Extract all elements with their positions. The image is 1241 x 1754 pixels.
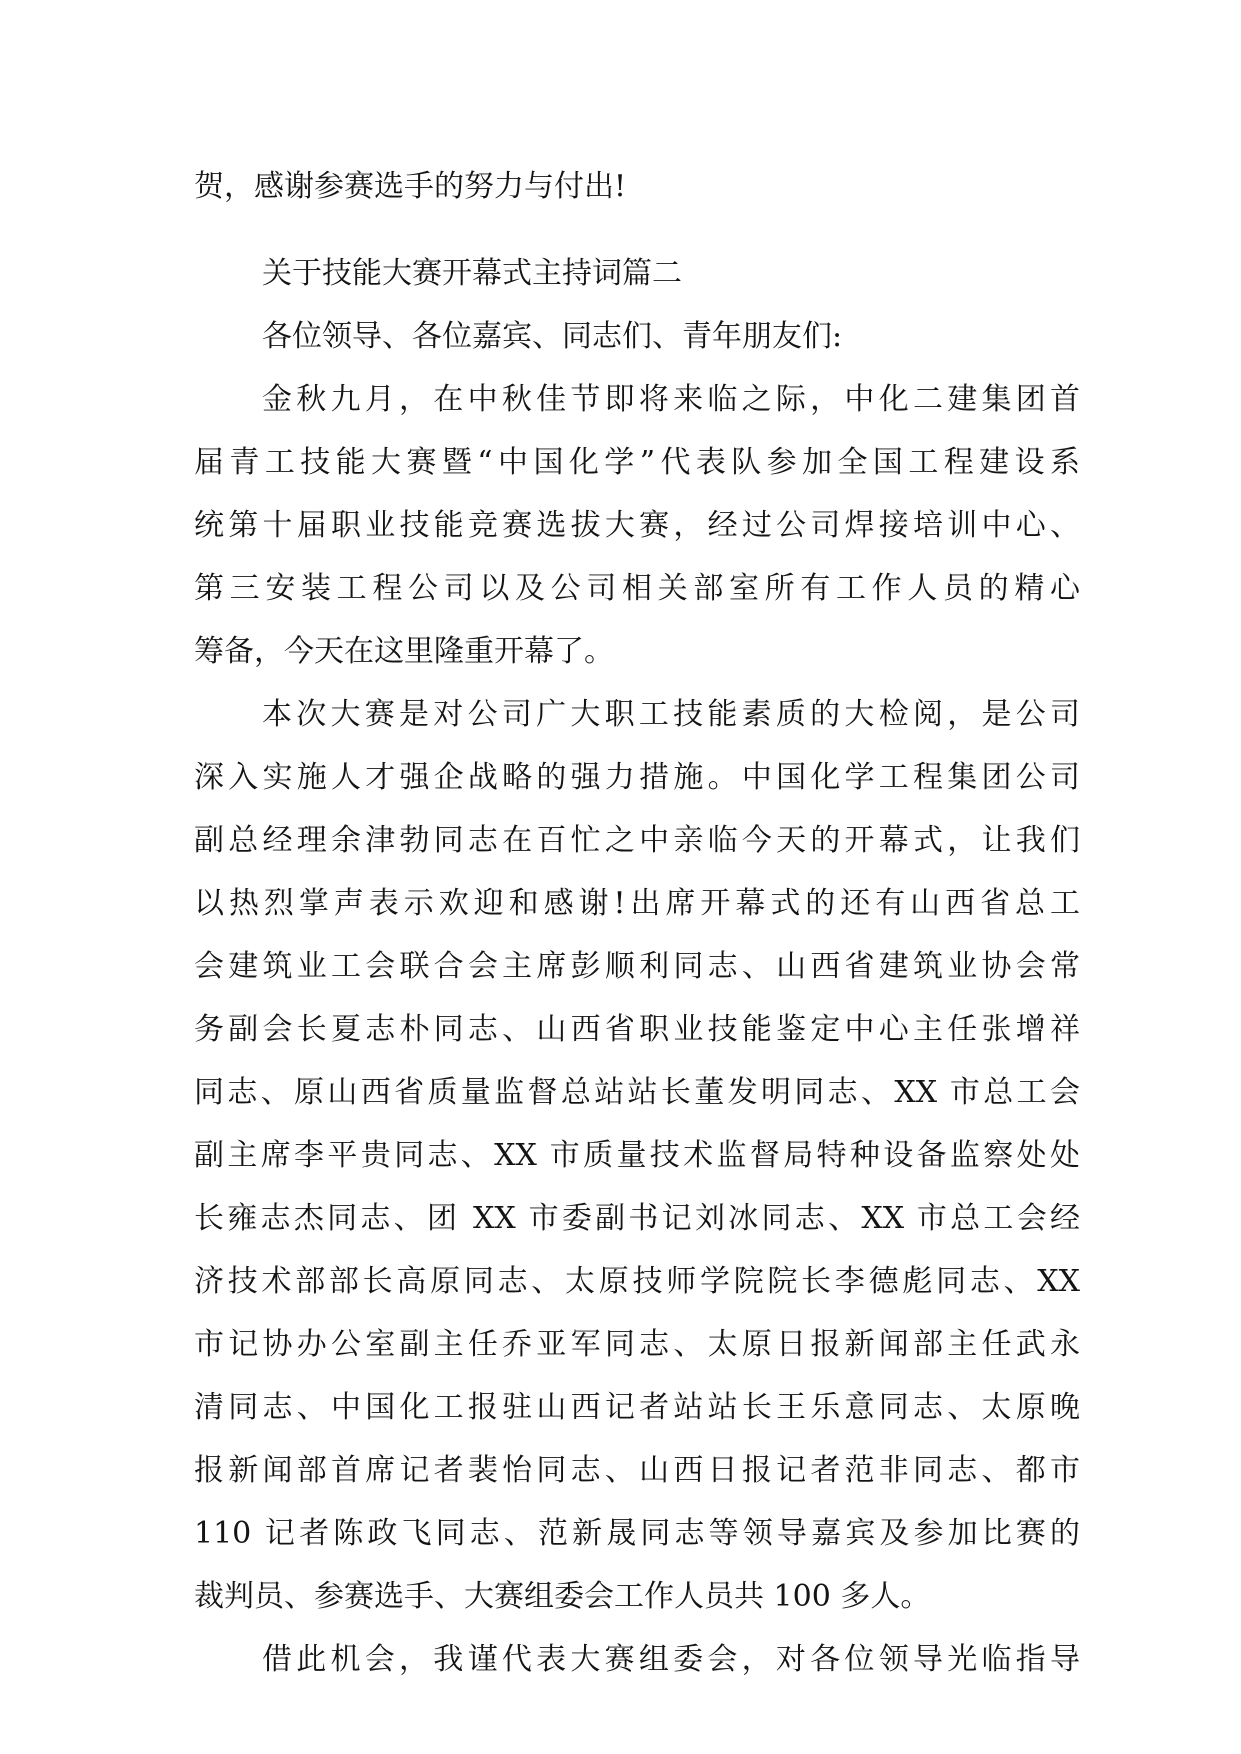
text-line: 统第十届职业技能竞赛选拔大赛，经过公司焊接培训中心、	[194, 508, 1080, 543]
text-line: 同志、原山西省质量监督总站站长董发明同志、XX 市总工会	[194, 1075, 1080, 1110]
text-line: 长雍志杰同志、团 XX 市委副书记刘冰同志、XX 市总工会经	[194, 1201, 1080, 1236]
continued-paragraph	[194, 155, 1080, 218]
text-line: 筹备，今天在这里隆重开幕了。	[194, 634, 614, 669]
text-line: 110 记者陈政飞同志、范新晟同志等领导嘉宾及参加比赛的	[194, 1516, 1080, 1551]
text-line: 贺，感谢参赛选手的努力与付出!	[194, 169, 627, 204]
text-line: 第三安装工程公司以及公司相关部室所有工作人员的精心	[194, 571, 1080, 606]
text-line: 会建筑业工会联合会主席彭顺利同志、山西省建筑业协会常	[194, 949, 1080, 984]
section-title	[194, 242, 1080, 305]
text-line: 届青工技能大赛暨“中国化学”代表队参加全国工程建设系	[194, 445, 1080, 480]
paragraph	[194, 683, 1080, 1628]
text-line: 市记协办公室副主任乔亚军同志、太原日报新闻部主任武永	[194, 1327, 1080, 1362]
text-line: 副总经理余津勃同志在百忙之中亲临今天的开幕式，让我们	[194, 823, 1080, 858]
document-page	[194, 155, 1080, 1691]
paragraph	[194, 1628, 1080, 1691]
text-line: 报新闻部首席记者裴怡同志、山西日报记者范非同志、都市	[194, 1453, 1080, 1488]
text-line: 本次大赛是对公司广大职工技能素质的大检阅，是公司	[262, 697, 1080, 732]
text-line: 副主席李平贵同志、XX 市质量技术监督局特种设备监察处处	[194, 1138, 1080, 1173]
paragraph	[194, 368, 1080, 683]
text-line: 济技术部部长高原同志、太原技师学院院长李德彪同志、XX	[194, 1264, 1080, 1299]
salutation	[194, 305, 1080, 368]
text-line: 深入实施人才强企战略的强力措施。中国化学工程集团公司	[194, 760, 1080, 795]
text-line: 金秋九月，在中秋佳节即将来临之际，中化二建集团首	[262, 382, 1080, 417]
text-line: 以热烈掌声表示欢迎和感谢!出席开幕式的还有山西省总工	[194, 886, 1080, 921]
text-line: 务副会长夏志朴同志、山西省职业技能鉴定中心主任张增祥	[194, 1012, 1080, 1047]
text-line: 借此机会，我谨代表大赛组委会，对各位领导光临指导	[262, 1642, 1080, 1677]
text-line: 裁判员、参赛选手、大赛组委会工作人员共 100 多人。	[194, 1579, 931, 1614]
text-line: 各位领导、各位嘉宾、同志们、青年朋友们:	[262, 319, 843, 354]
text-line: 清同志、中国化工报驻山西记者站站长王乐意同志、太原晚	[194, 1390, 1080, 1425]
text-line: 关于技能大赛开幕式主持词篇二	[262, 256, 682, 291]
